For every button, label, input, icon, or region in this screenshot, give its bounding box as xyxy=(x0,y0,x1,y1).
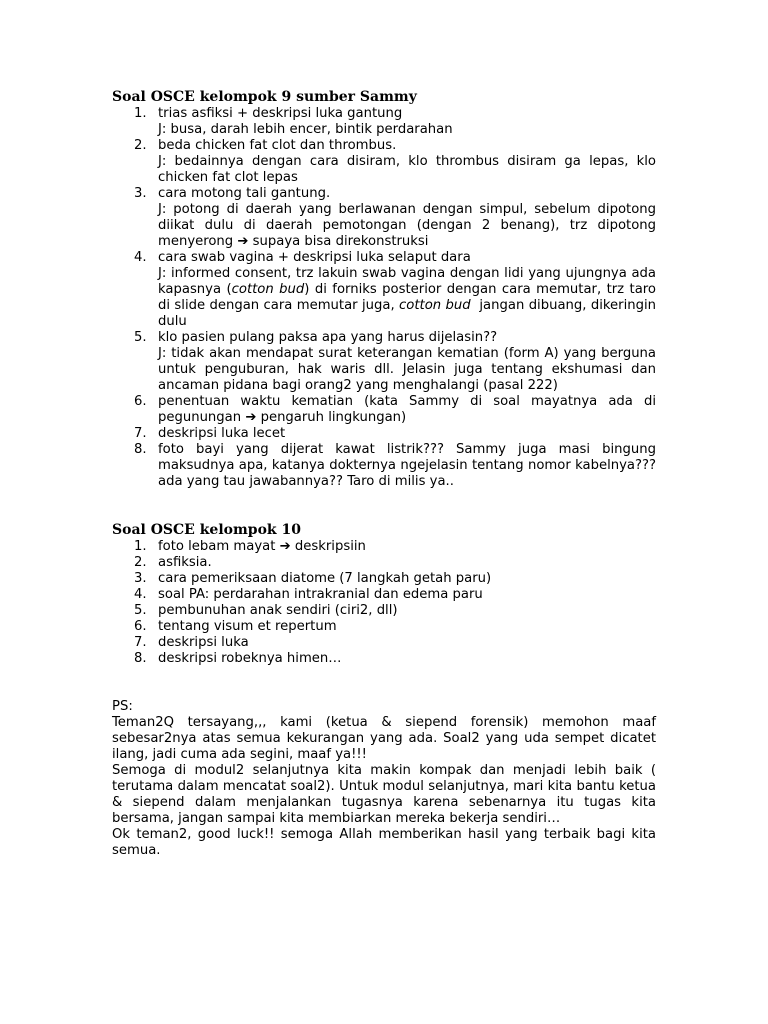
item-text: soal PA: perdarahan intrakranial dan edema paru xyxy=(158,587,483,602)
answer-part: jangan dibuang, dikeringin dulu xyxy=(158,298,656,329)
list-item xyxy=(112,138,656,186)
arrow-right-icon: ➔ xyxy=(237,234,249,249)
question-text: cara swab vagina + deskripsi luka selaput dara xyxy=(158,250,471,265)
answer-part: J: informed consent, trz lakuin swab vagina dengan lidi yang ujungnya ada kapasnya ( xyxy=(158,266,656,297)
item-number: 1. xyxy=(134,539,147,554)
list-item xyxy=(112,250,656,330)
item-text: asfiksia. xyxy=(158,555,212,570)
item-number: 4. xyxy=(134,587,147,602)
answer-text xyxy=(158,266,656,330)
item-number: 7. xyxy=(134,635,147,650)
item-part: deskripsiin xyxy=(294,539,366,554)
item-text: tentang visum et repertum xyxy=(158,619,337,634)
item-text: deskripsi luka xyxy=(158,635,249,650)
section1-title: Soal OSCE kelompok 9 sumber Sammy xyxy=(112,89,417,105)
list-item xyxy=(112,555,656,571)
item-number: 6. xyxy=(134,394,147,409)
item-number: 1. xyxy=(134,106,147,121)
answer-text: J: bedainnya dengan cara disiram, klo thrombus disiram ga lepas, klo chicken fat clot lepas xyxy=(158,154,656,185)
italic-term: cotton bud xyxy=(231,282,305,297)
section-spacer xyxy=(112,490,656,522)
list-item xyxy=(112,587,656,603)
ps-paragraph: Semoga di modul2 selanjutnya kita makin kompak dan menjadi lebih baik ( terutama dalam mencatat soal2). Untuk modul selanjutnya, mari kita bantu ketua & siepend dalam menjalankan tugasnya karena sebenarnya itu tugas kita bersama, jangan sampai kita membiarkan mereka bekerja sendiri… xyxy=(112,763,656,826)
item-number: 5. xyxy=(134,330,147,345)
list-item xyxy=(112,186,656,250)
item-text: deskripsi robeknya himen… xyxy=(158,651,342,666)
list-item xyxy=(112,442,656,490)
question-text xyxy=(158,394,656,426)
list-item xyxy=(112,619,656,635)
question-text: klo pasien pulang paksa apa yang harus dijelasin?? xyxy=(158,330,498,345)
item-part: foto lebam mayat xyxy=(158,539,276,554)
document-page xyxy=(112,89,656,859)
question-part: penentuan waktu kematian (kata Sammy di soal mayatnya ada di pegunungan xyxy=(158,394,656,425)
item-text xyxy=(158,539,656,555)
answer-text: J: tidak akan mendapat surat keterangan kematian (form A) yang berguna untuk penguburan, hak waris dll. Jelasin juga tentang ekshumasi dan ancaman pidana bagi orang2 yang menghalangi (pasal 222) xyxy=(158,346,656,393)
arrow-right-icon: ➔ xyxy=(245,410,257,425)
item-number: 2. xyxy=(134,138,147,153)
item-number: 8. xyxy=(134,651,147,666)
answer-text xyxy=(158,202,656,250)
item-number: 3. xyxy=(134,186,147,201)
answer-part: supaya bisa direkonstruksi xyxy=(252,234,429,249)
answer-part: J: potong di daerah yang berlawanan dengan simpul, sebelum dipotong diikat dulu di daerah pemotongan (dengan 2 benang), trz dipotong menyerong xyxy=(158,202,656,249)
question-part: pengaruh lingkungan) xyxy=(260,410,407,425)
section-spacer xyxy=(112,667,656,699)
list-item xyxy=(112,539,656,555)
ps-paragraph: Ok teman2, good luck!! semoga Allah memberikan hasil yang terbaik bagi kita semua. xyxy=(112,827,656,858)
ps-paragraph: Teman2Q tersayang,,, kami (ketua & siepend forensik) memohon maaf sebesar2nya atas semua kekurangan yang ada. Soal2 yang uda sempet dicatet ilang, jadi cuma ada segini, maaf ya!!! xyxy=(112,715,656,762)
item-number: 4. xyxy=(134,250,147,265)
item-number: 5. xyxy=(134,603,147,618)
arrow-right-icon: ➔ xyxy=(279,539,291,554)
section2-list xyxy=(112,539,656,667)
question-text: cara motong tali gantung. xyxy=(158,186,331,201)
list-item xyxy=(112,426,656,442)
question-text: foto bayi yang dijerat kawat listrik??? Sammy juga masi bingung maksudnya apa, katanya dokternya ngejelasin tentang nomor kabelnya???ada yang tau jawabannya?? Taro di milis ya.. xyxy=(158,442,656,489)
item-text: cara pemeriksaan diatome (7 langkah getah paru) xyxy=(158,571,492,586)
item-number: 3. xyxy=(134,571,147,586)
section1-list xyxy=(112,106,656,490)
list-item xyxy=(112,330,656,394)
question-text: deskripsi luka lecet xyxy=(158,426,286,441)
answer-text: J: busa, darah lebih encer, bintik perdarahan xyxy=(158,122,453,137)
list-item xyxy=(112,394,656,426)
question-text: trias asfiksi + deskripsi luka gantung xyxy=(158,106,403,121)
item-number: 7. xyxy=(134,426,147,441)
list-item xyxy=(112,635,656,651)
item-number: 2. xyxy=(134,555,147,570)
item-text: pembunuhan anak sendiri (ciri2, dll) xyxy=(158,603,398,618)
item-number: 8. xyxy=(134,442,147,457)
list-item xyxy=(112,571,656,587)
section2-title: Soal OSCE kelompok 10 xyxy=(112,522,301,538)
item-number: 6. xyxy=(134,619,147,634)
answer-part: ) di forniks posterior dengan cara memutar, trz taro di slide dengan cara memutar juga, xyxy=(158,282,656,313)
list-item xyxy=(112,106,656,138)
question-text: beda chicken fat clot dan thrombus. xyxy=(158,138,397,153)
ps-label: PS: xyxy=(112,699,133,714)
ps-block xyxy=(112,699,656,859)
list-item xyxy=(112,603,656,619)
list-item xyxy=(112,651,656,667)
italic-term: cotton bud xyxy=(399,298,471,313)
